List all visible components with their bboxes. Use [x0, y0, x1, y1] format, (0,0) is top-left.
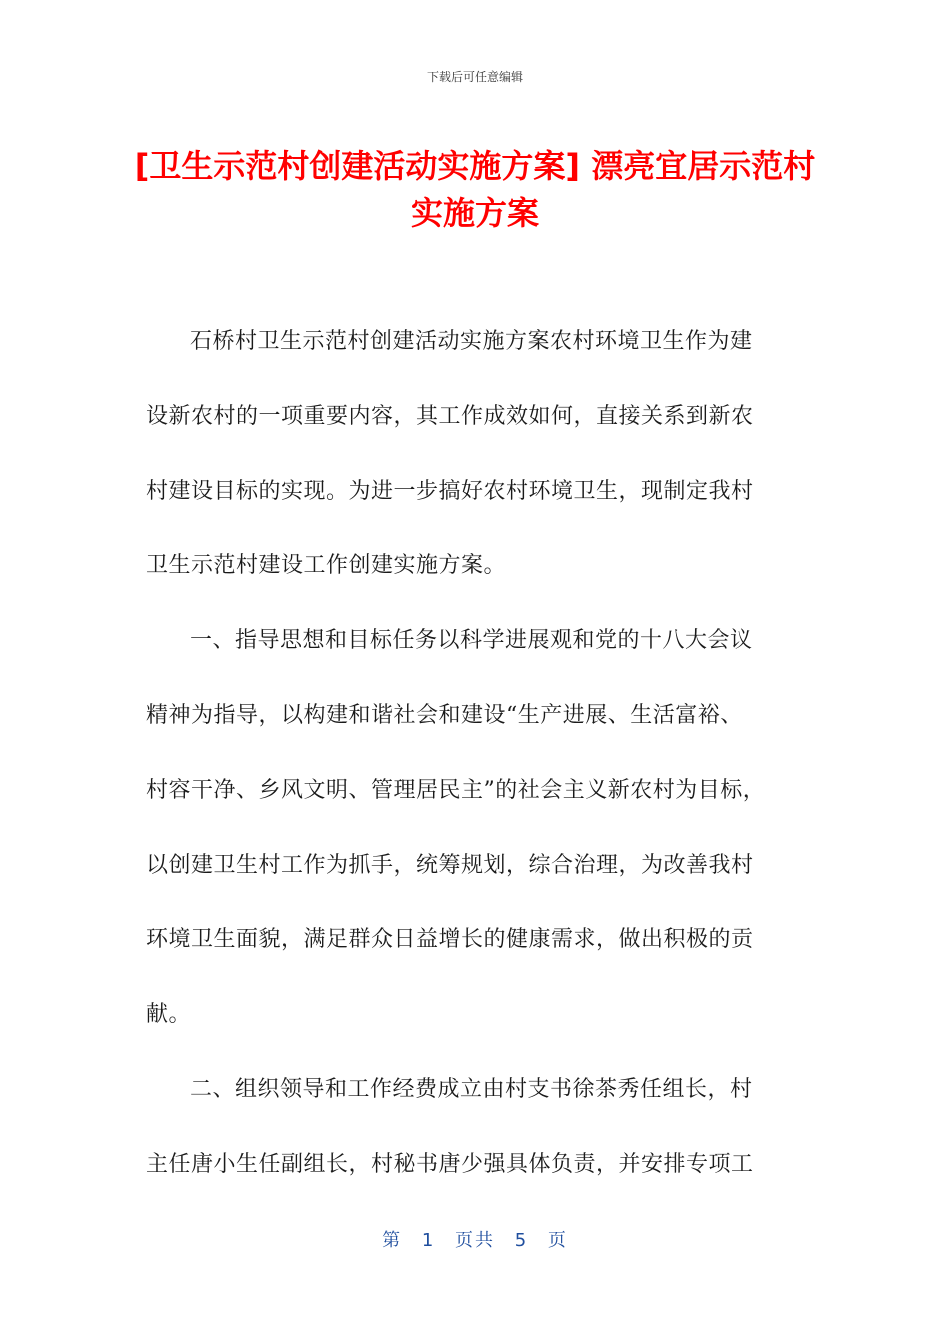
- total-pages: 5: [514, 1230, 529, 1251]
- paragraph-guiding-principles: [146, 604, 806, 1053]
- paragraph-line: 献。: [146, 1002, 192, 1028]
- paragraph-line: 石桥村卫生示范村创建活动实施方案农村环境卫生作为建: [190, 329, 753, 354]
- paragraph-line: 村容干净、乡风文明、管理居民主”的社会主义新农村为目标，: [146, 777, 766, 803]
- document-body: [146, 305, 806, 1203]
- paragraph-line: 环境卫生面貌，满足群众日益增长的健康需求，做出积极的贡: [146, 927, 754, 953]
- header-note: 下载后可任意编辑: [426, 70, 523, 84]
- page-number: 1: [421, 1230, 436, 1251]
- page-footer: [0, 1226, 950, 1252]
- paragraph-intro: [146, 305, 806, 604]
- page-suffix: 页: [547, 1230, 568, 1251]
- page-mid: 页共: [455, 1230, 495, 1251]
- paragraph-line: 一、指导思想和目标任务以科学进展观和党的十八大会议: [190, 628, 753, 654]
- paragraph-line: 以创建卫生村工作为抓手，统筹规划，综合治理，为改善我村: [146, 852, 754, 878]
- document-title: [卫生示范村创建活动实施方案] 漂亮宜居示范村实施方案: [134, 147, 816, 232]
- paragraph-line: 二、组织领导和工作经费成立由村支书徐茶秀任组长，村: [190, 1076, 753, 1102]
- page-prefix: 第: [382, 1230, 403, 1251]
- paragraph-organization: [146, 1053, 806, 1203]
- paragraph-line: 村建设目标的实现。为进一步搞好农村环境卫生，现制定我村: [146, 478, 754, 504]
- paragraph-line: 设新农村的一项重要内容，其工作成效如何，直接关系到新农: [146, 403, 754, 429]
- paragraph-line: 主任唐小生任副组长，村秘书唐少强具体负责，并安排专项工: [146, 1151, 754, 1177]
- paragraph-line: 卫生示范村建设工作创建实施方案。: [146, 553, 507, 579]
- paragraph-line: 精神为指导，以构建和谐社会和建设“生产进展、生活富裕、: [146, 702, 743, 728]
